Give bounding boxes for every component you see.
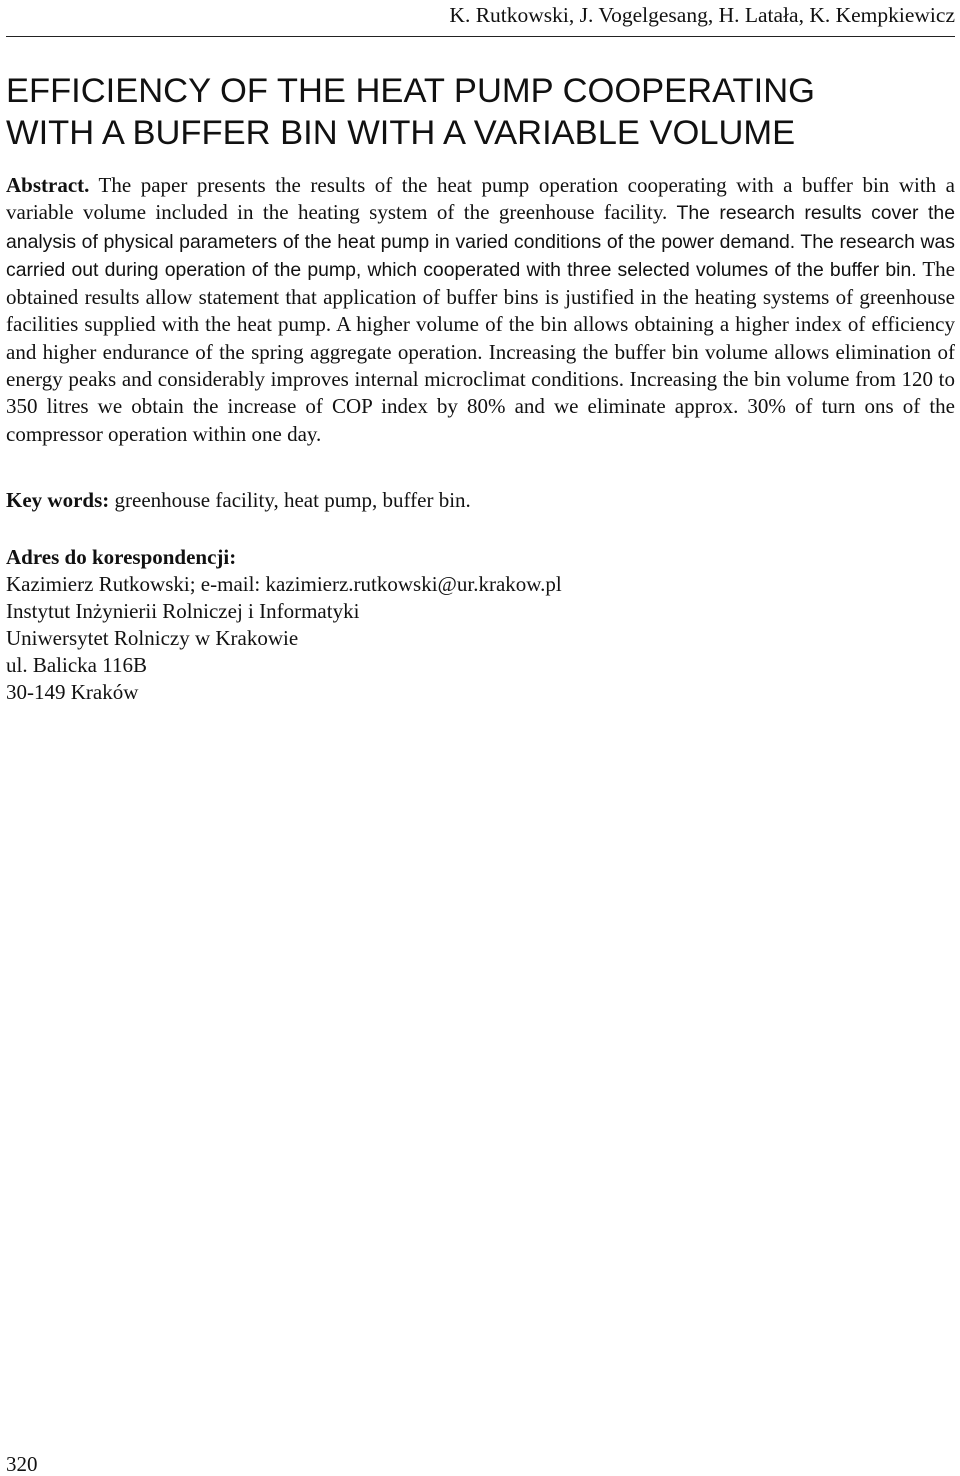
keywords-text: greenhouse facility, heat pump, buffer bin. <box>109 488 471 512</box>
keywords-label: Key words: <box>6 488 110 512</box>
address-institute: Instytut Inżynierii Rolniczej i Informatyki <box>6 599 360 623</box>
abstract-paragraph <box>6 172 955 448</box>
abstract-text-part-3: The obtained results allow statement that application of buffer bins is justified in the heating systems of greenhouse facilities supplied with the heat pump. A higher volume of the bin allows obtaining a higher index of efficiency and higher endurance of the spring aggregate operation. Increasing the buffer bin volume allows elimination of energy peaks and considerably improves internal microclimat conditions. Increasing the bin volume from 120 to 350 litres we obtain the increase of COP index by 80% and we eliminate approx. 30% of turn ons of the compressor operation within one day. <box>6 256 955 446</box>
abstract-text-part-2: The research results cover the analysis of physical parameters of the heat pump in varied conditions of the power demand. The research was carried out during operation of the pump, which cooperated with three selected volumes of the buffer bin. <box>6 202 955 281</box>
address-author-email: Kazimierz Rutkowski; e-mail: kazimierz.rutkowski@ur.krakow.pl <box>6 572 562 596</box>
abstract-text-part-1: The paper presents the results of the heat pump operation cooperating with a buffer bin with a variable volume included in the heating system of the greenhouse facility. <box>6 173 955 225</box>
keywords-line <box>6 486 955 514</box>
paper-title-line-1: EFFICIENCY OF THE HEAT PUMP COOPERATING <box>6 72 815 110</box>
address-postal-city: 30-149 Kraków <box>6 680 139 704</box>
paper-title-line-2: WITH A BUFFER BIN WITH A VARIABLE VOLUME <box>6 114 796 152</box>
address-university: Uniwersytet Rolniczy w Krakowie <box>6 626 299 650</box>
page-number: 320 <box>6 1452 38 1476</box>
paper-page <box>6 0 955 1474</box>
abstract-label: Abstract. <box>6 173 90 197</box>
running-header-authors: K. Rutkowski, J. Vogelgesang, H. Latała, K. Kempkiewicz <box>449 3 955 27</box>
address-street: ul. Balicka 116B <box>6 653 147 677</box>
paper-title <box>6 70 955 154</box>
address-heading: Adres do korespondencji: <box>6 545 237 569</box>
correspondence-address <box>6 544 955 706</box>
header-rule <box>6 36 955 37</box>
